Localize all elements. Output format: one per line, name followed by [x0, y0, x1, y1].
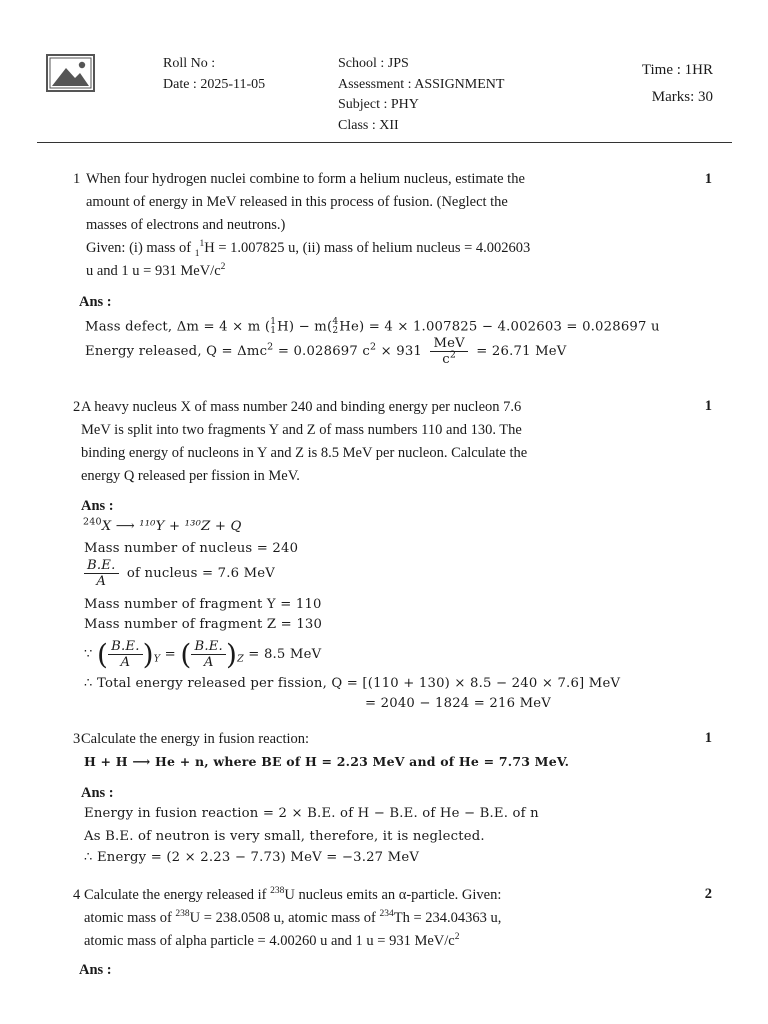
answer-line: = 2040 − 1824 = 216 MeV [365, 696, 552, 711]
answer-label: Ans : [81, 498, 114, 514]
question-text: When four hydrogen nuclei combine to form a helium nucleus, estimate the amount of energy in MeV released in this process of fusion. (Neglect the masses of electrons and neutrons.) Given: (i) mass of $_1^1$H = 1.007825 u, (ii) mass of helium nucleus = 4.002603 u and 1 u = 931 MeV/$c^2$ [86, 171, 531, 279]
marks: Marks: 30 [651, 89, 713, 105]
header-divider [37, 142, 732, 143]
answer-line: Mass number of fragment Z = 130 [84, 617, 323, 632]
question-number: 3 [73, 731, 81, 747]
answer-line: ∵ ( $\frac{B.E.}{A}$ )$_Y$ = ( $\frac{B.E.}{A}$ )$_Z = 8.5$ MeV [84, 638, 322, 671]
question-marks: 2 [704, 886, 712, 902]
time: Time : 1HR [641, 62, 713, 78]
question-number: 1 [73, 171, 81, 187]
question-marks: 1 [704, 730, 712, 746]
question-text: Calculate the energy in fusion reaction: [81, 731, 310, 747]
answer-label: Ans : [81, 785, 114, 801]
answer-line: $\frac{B.E.}{A}$ of nucleus = 7.6 MeV [84, 558, 275, 589]
class: Class : XII [338, 118, 399, 133]
answer-line: As B.E. of neutron is very small, therefore, it is neglected. [84, 829, 485, 844]
answer-line: Energy in fusion reaction = 2 × B.E. of H − B.E. of He − B.E. of n [84, 806, 539, 821]
question-marks: 1 [704, 171, 712, 187]
question-number: 2 [73, 399, 81, 415]
question-reaction: H + H ⟶ He + n, where BE of H = 2.23 MeV and of He = 7.73 MeV. [84, 754, 570, 769]
answer-line: Energy released, Q = Δmc$^2$ = 0.028697 $c^2 \times 931$ $\frac{\text{MeV}}{c^2}$ = 26.71 MeV [85, 336, 567, 367]
assessment: Assessment : ASSIGNMENT [338, 77, 505, 92]
question-text: Calculate the energy released if $^{238}$U nucleus emits an α-particle. Given: atomic mass of $^{238}$U = 238.0508 u, atomic mass of $^{234}$Th = 234.04363 u, atomic mass of alpha particle = 4.00260 u and 1 u = 931 MeV/$c^2$ [84, 886, 502, 949]
school-logo-icon [46, 54, 95, 92]
question-marks: 1 [704, 398, 712, 414]
question-number: 4 [73, 887, 81, 903]
subject: Subject : PHY [338, 97, 419, 112]
answer-line: ∴ Energy = (2 × 2.23 − 7.73) MeV = −3.27 MeV [84, 850, 420, 865]
answer-line: ∴ Total energy released per fission, Q = [(110 + 130) × 8.5 − 240 × 7.6] MeV [84, 676, 621, 691]
answer-line: $^{240}$X ⟶ ¹¹⁰Y + ¹³⁰Z + Q [83, 516, 242, 534]
school: School : JPS [338, 56, 409, 71]
question-text: A heavy nucleus X of mass number 240 and binding energy per nucleon 7.6 MeV is split into two fragments Y and Z of mass numbers 110 and 130. The binding energy of nucleons in Y and Z is 8.5 MeV per nucleon. Calculate the energy Q released per fission in MeV. [81, 399, 528, 484]
date: Date : 2025-11-05 [163, 77, 266, 92]
answer-label: Ans : [79, 294, 112, 310]
answer-label: Ans : [79, 962, 112, 978]
answer-line: Mass defect, Δm = 4 × m ( 1 1 H) − m( 4 2 He) = 4 × 1.007825 − 4.002603 = 0.028697 u [85, 317, 660, 336]
answer-line: Mass number of nucleus = 240 [84, 541, 299, 556]
answer-line: Mass number of fragment Y = 110 [84, 597, 322, 612]
roll-no: Roll No : [163, 56, 216, 71]
